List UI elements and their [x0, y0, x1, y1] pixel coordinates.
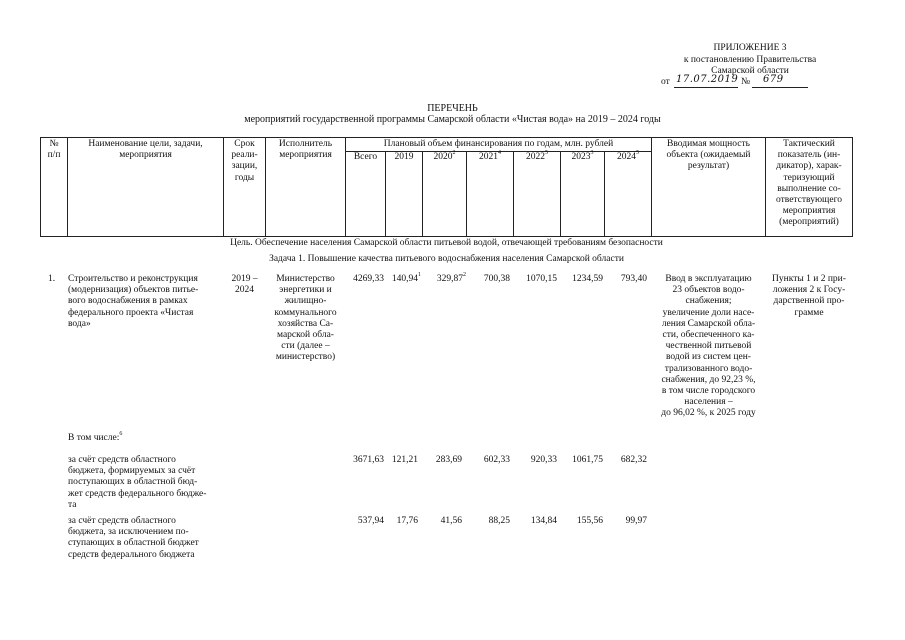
including-label: В том числе:$^6$ [68, 431, 123, 443]
appendix-from-label: от [661, 77, 670, 87]
header-executor: Исполнитель мероприятия [278, 139, 333, 161]
header-term: Срок реали- зации, годы [231, 139, 258, 183]
grid-v-line [560, 151, 561, 237]
row-b-2019: 17,76 [396, 516, 418, 526]
row1-name: Строительство и реконструкция (модернизация) объектов питье- вого водоснабжения в рамках федерального проекта «Чистая вода» [68, 274, 199, 329]
row-b-2021: 88,25 [488, 516, 510, 526]
number-underline [752, 87, 808, 88]
row1-number: 1. [48, 274, 56, 284]
handwritten-date: 17.07.2019 [676, 74, 739, 85]
row1-term: 2019 – 2024 [231, 274, 258, 296]
header-2019: 2019 [394, 152, 414, 162]
appendix-number-label: № [741, 77, 751, 87]
header-capacity: Вводимая мощность объекта (ожидаемый результат) [666, 139, 751, 172]
goal-row: Цель. Обеспечение населения Самарской области питьевой водой, отвечающей требованиям безопасности [230, 238, 663, 248]
row-b-total: 537,94 [357, 516, 384, 526]
document-subtitle: мероприятий государственной программы Самарской области «Чистая вода» на 2019 – 2024 годы [244, 114, 661, 125]
row1-2022: 1070,15 [526, 274, 557, 284]
table-header-bottom-border [40, 236, 853, 237]
handwritten-number: 679 [763, 74, 784, 85]
header-2022: 2022$^5$ [526, 150, 548, 162]
row1-executor: Министерство энергетики и жилищно- коммунального хозяйства Са- марской обла- сти (далее – министерство) [274, 274, 337, 363]
grid-v-line [852, 137, 853, 237]
row-a-2024: 682,32 [620, 455, 647, 465]
header-2020: 2020$^2$ [433, 150, 456, 162]
grid-v-line [513, 151, 514, 237]
document-title: ПЕРЕЧЕНЬ [427, 103, 478, 114]
header-number: № п/п [47, 139, 61, 161]
header-total: Всего [353, 152, 378, 162]
header-funding-group: Плановый объем финансирования по годам, млн. рублей [383, 139, 614, 149]
grid-v-line [385, 151, 386, 237]
row-b-2020: 41,56 [440, 516, 462, 526]
table-top-border [40, 137, 853, 138]
header-2024: 2024$^5$ [617, 150, 639, 162]
header-2021: 2021$^4$ [479, 150, 501, 162]
date-underline [674, 87, 738, 88]
row-a-name: за счёт средств областного бюджета, формируемых за счёт поступающих в областной бюд- жет средств федерального бюдже- та [68, 455, 207, 510]
row1-2024: 793,40 [620, 274, 647, 284]
appendix-title: ПРИЛОЖЕНИЕ 3 [713, 43, 787, 53]
row-a-2020: 283,69 [435, 455, 462, 465]
row1-2021: 700,38 [483, 274, 510, 284]
row-a-2019: 121,21 [391, 455, 418, 465]
row1-total: 4269,33 [353, 274, 384, 284]
row-b-2022: 134,84 [530, 516, 557, 526]
header-2023: 2023$^3$ [571, 150, 594, 162]
row-b-name: за счёт средств областного бюджета, за исключением по- ступающих в областной бюджет средств федерального бюджета [68, 516, 199, 560]
header-indicator: Тактический показатель (ин- дикатор), харак- теризующий выполнение со- ответствующего мероприятия (мероприятий) [775, 139, 842, 228]
appendix-line2: Самарской области [711, 66, 789, 76]
row1-2019: 140,94$^1$ [391, 272, 421, 284]
appendix-line1: к постановлению Правительства [683, 55, 817, 65]
row-b-2023: 155,56 [576, 516, 603, 526]
header-name: Наименование цели, задачи, мероприятия [88, 139, 203, 161]
row-a-2022: 920,33 [530, 455, 557, 465]
row-a-total: 3671,63 [353, 455, 384, 465]
row-a-2023: 1061,75 [572, 455, 603, 465]
row-a-2021: 602,33 [483, 455, 510, 465]
row1-2020: 329,87$^2$ [436, 272, 466, 284]
grid-v-line [422, 151, 423, 237]
row1-indicator: Пункты 1 и 2 при- ложения 2 к Госу- дарственной про- грамме [772, 274, 846, 318]
task-row: Задача 1. Повышение качества питьевого водоснабжения населения Самарской области [269, 254, 624, 264]
grid-v-line [466, 151, 467, 237]
grid-v-line [604, 151, 605, 237]
row1-2023: 1234,59 [572, 274, 603, 284]
row-b-2024: 99,97 [625, 516, 647, 526]
row1-capacity: Ввод в эксплуатацию 23 объектов водо- снабжения; увеличение доли насе- ления Самарской обла- сти, обеспеченного ка- чественной питьевой водой из систем цен- трализованного водо- снабжения, до 92,23 %, в том числе городского населения – до 96,02 %, к 2025 году [661, 274, 756, 419]
